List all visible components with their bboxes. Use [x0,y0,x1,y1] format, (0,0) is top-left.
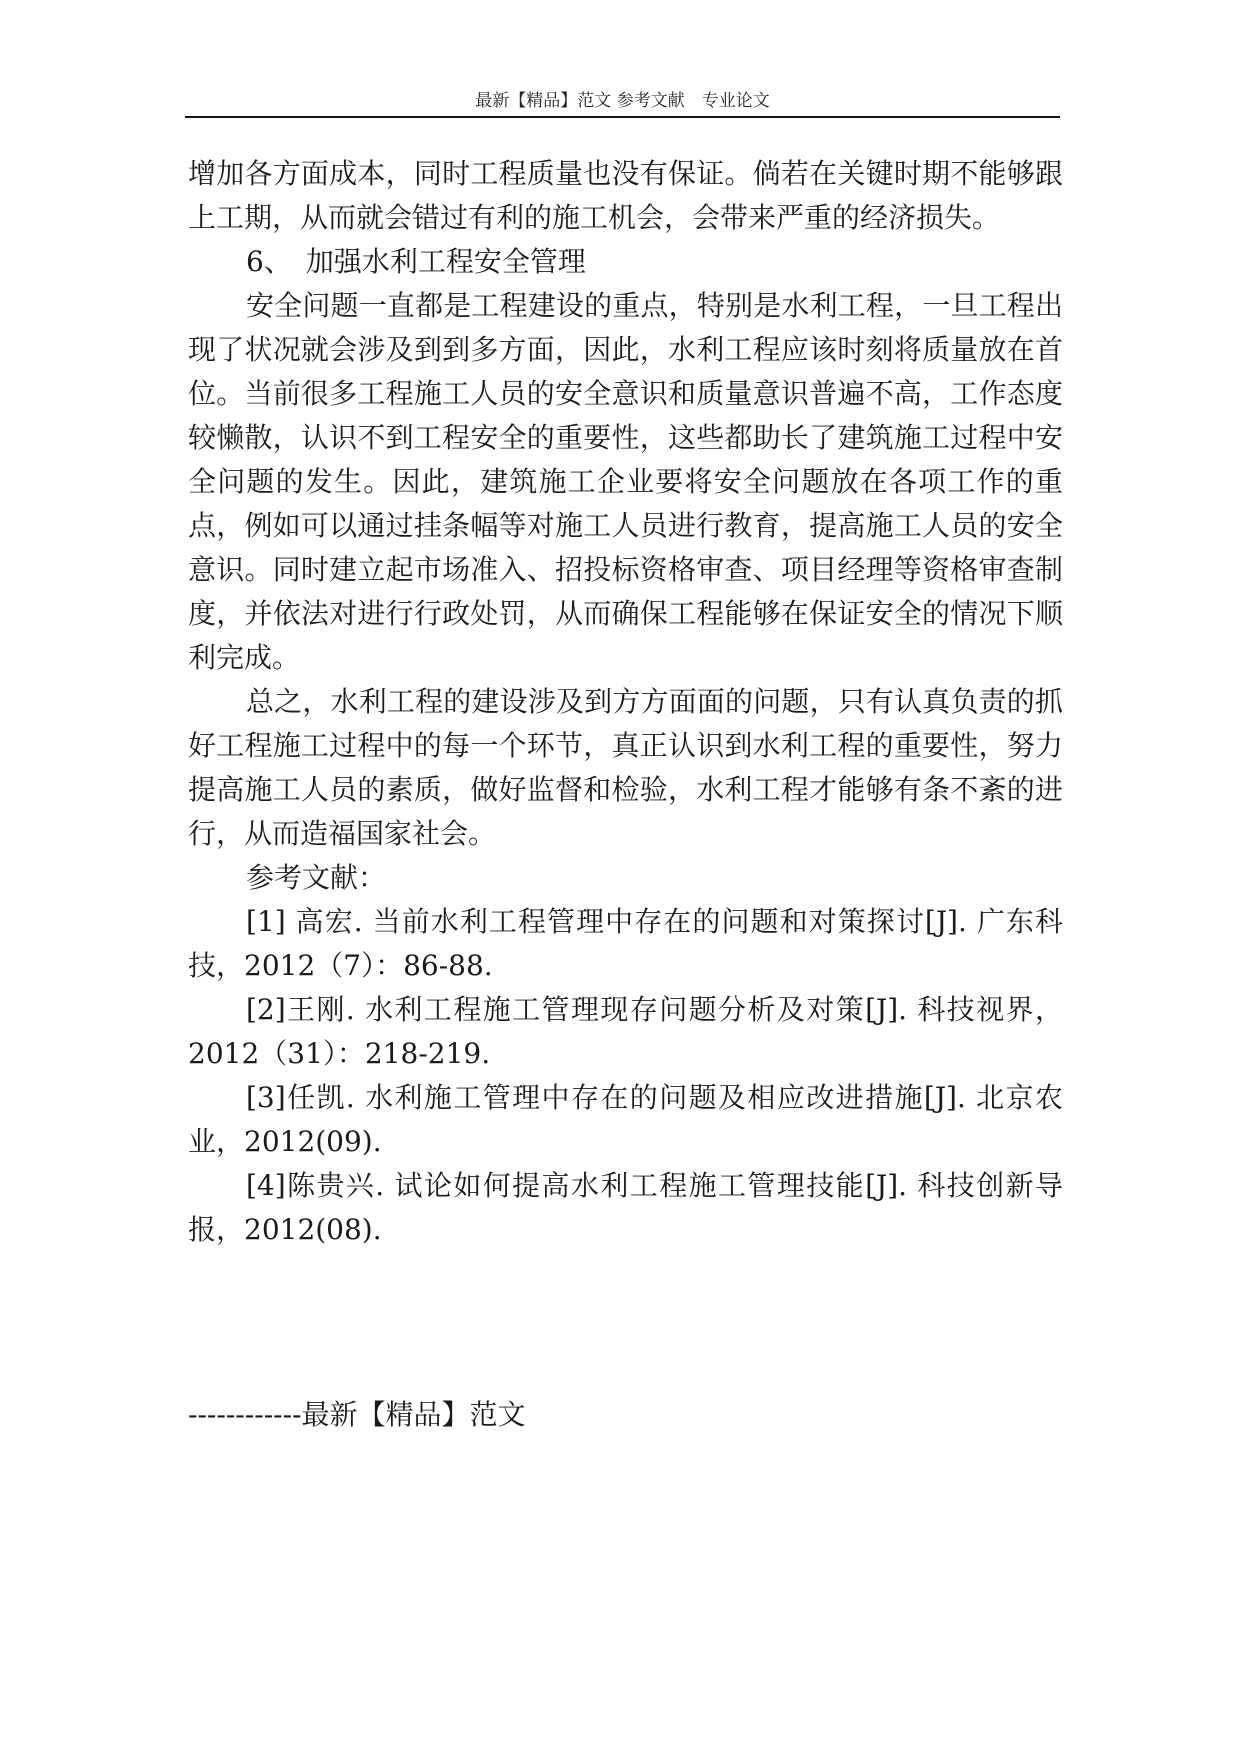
page-footer: ------------最新【精品】范文 [188,1398,526,1431]
paragraph-cost-continuation: 增加各方面成本，同时工程质量也没有保证。倘若在关键时期不能够跟上工期，从而就会错过有利的施工机会，会带来严重的经济损失。 [188,157,1063,234]
paragraph-safety: 安全问题一直都是工程建设的重点，特别是水利工程，一旦工程出现了状况就会涉及到到多方面，因此，水利工程应该时刻将质量放在首位。当前很多工程施工人员的安全意识和质量意识普遍不高，工作态度较懒散，认识不到工程安全的重要性，这些都助长了建筑施工过程中安全问题的发生。因此，建筑施工企业要将安全问题放在各项工作的重点，例如可以通过挂条幅等对施工人员进行教育，提高施工人员的安全意识。同时建立起市场准入、招投标资格审查、项目经理等资格审查制度，并依法对进行行政处罚，从而确保工程能够在保证安全的情况下顺利完成。 [188,289,1063,674]
section-heading-safety: 6、 加强水利工程安全管理 [246,245,586,278]
reference-item-2: [2]王刚. 水利工程施工管理现存问题分析及对策[J]. 科技视界，2012（31）：218-219. [188,993,1063,1070]
paragraph-conclusion: 总之，水利工程的建设涉及到方方面面的问题，只有认真负责的抓好工程施工过程中的每一个环节，真正认识到水利工程的重要性，努力提高施工人员的素质，做好监督和检验，水利工程才能够有条不紊的进行，从而造福国家社会。 [188,685,1063,850]
header-divider [185,116,1060,118]
page-header: 最新【精品】范文 参考文献 专业论文 [475,91,770,111]
reference-item-1: [1] 高宏. 当前水利工程管理中存在的问题和对策探讨[J]. 广东科技，2012（7）：86-88. [188,905,1063,982]
reference-item-4: [4]陈贵兴. 试论如何提高水利工程施工管理技能[J]. 科技创新导报，2012(08). [188,1169,1063,1246]
reference-item-3: [3]任凯. 水利施工管理中存在的问题及相应改进措施[J]. 北京农业，2012(09). [188,1081,1063,1158]
document-body [188,152,1063,1252]
references-heading: 参考文献： [246,861,387,894]
